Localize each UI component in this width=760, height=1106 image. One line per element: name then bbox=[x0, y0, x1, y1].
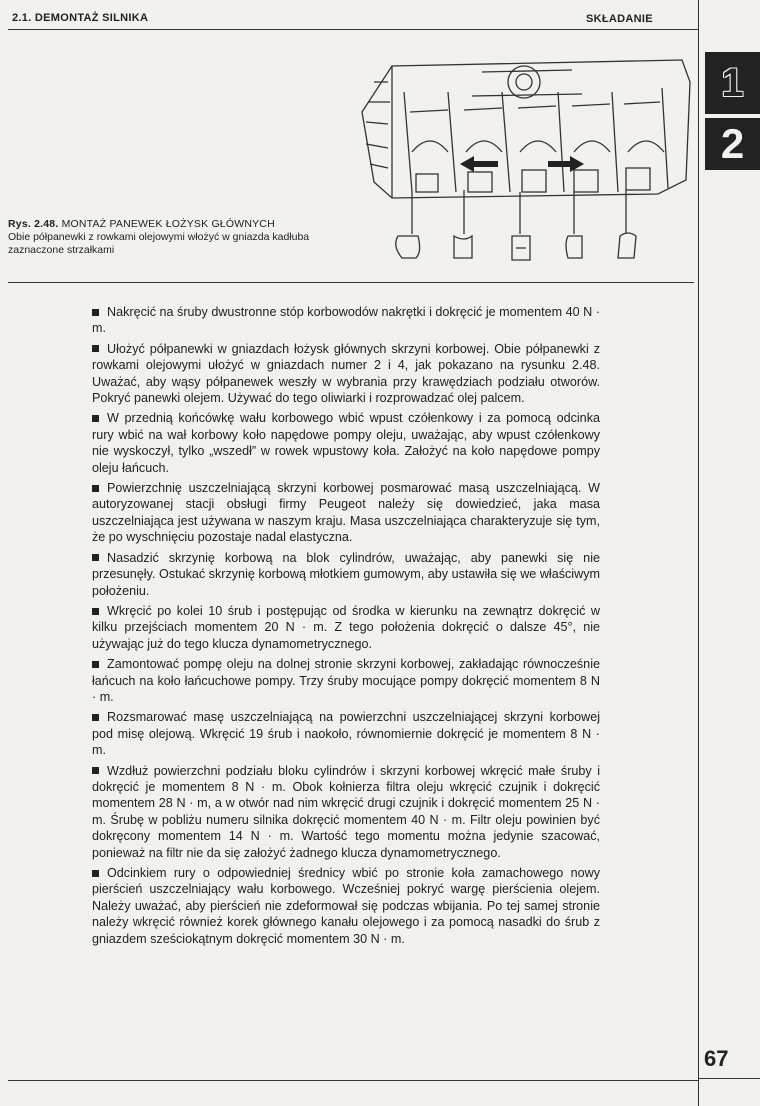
figure-caption bbox=[8, 218, 348, 257]
page-number-divider bbox=[698, 1078, 760, 1079]
paragraph bbox=[92, 480, 600, 546]
paragraph bbox=[92, 763, 600, 861]
paragraph-text: Nasadzić skrzynię korbową na blok cylindrów, uważając, aby panewki się nie przesunęły. Ostukać skrzynię korbową młotkiem gumowym, aby ustawiła się we właściwym położeniu. bbox=[92, 550, 600, 598]
bullet-icon bbox=[92, 309, 99, 316]
figure-label: Rys. 2.48. bbox=[8, 218, 59, 230]
paragraph-text: Ułożyć półpanewki w gniazdach łożysk głównych skrzyni korbowej. Obie półpanewki z rowkami olejowymi ułożyć w gniazdach numer 2 i 4, jak pokazano na rysunku 2.48. Uważać, aby wąsy półpanewek weszły w wybrania przy krawędziach podziału otworów. Pokryć panewki olejem. Używać do tego oliwiarki i rozprowadzać olej palcem. bbox=[92, 341, 600, 406]
bullet-icon bbox=[92, 870, 99, 877]
page-number: 67 bbox=[704, 1046, 729, 1071]
paragraph-text: Odcinkiem rury o odpowiedniej średnicy wbić po stronie koła zamachowego nowy pierścień uszczelniający wału korbowego. Wcześniej pokryć wargę pierścienia olejem. Należy uważać, aby pierścień nie zdeformował się podczas wbijania. Po tej samej stronie należy wkręcić również korek głównego kanału olejowego i za pomocą nasadki do śrub z gniazdem sześciokątnym dokręcić momentem 30 N · m. bbox=[92, 866, 600, 946]
chapter-tab-1-number: 1 bbox=[721, 61, 744, 105]
paragraph bbox=[92, 550, 600, 599]
header-divider bbox=[8, 29, 698, 30]
paragraph bbox=[92, 603, 600, 652]
paragraph bbox=[92, 341, 600, 407]
paragraph bbox=[92, 865, 600, 947]
paragraph-text: Nakręcić na śruby dwustronne stóp korbowodów nakrętki i dokręcić je momentem 40 N · m. bbox=[92, 305, 600, 336]
bullet-icon bbox=[92, 608, 99, 615]
chapter-tab-1 bbox=[705, 52, 760, 114]
paragraph-text: Rozsmarować masę uszczelniającą na powierzchni uszczelniającej skrzyni korbowej pod misę olejową. Wkręcić 19 śrub i naokoło, równomiernie dokręcić je momentem 8 N · m. bbox=[92, 710, 600, 758]
bullet-icon bbox=[92, 485, 99, 492]
paragraph-text: Zamontować pompę oleju na dolnej stronie skrzyni korbowej, zakładając równocześnie łańcuch na koło łańcuchowe pompy. Trzy śruby mocujące pompy dokręcić momentem 8 N · m. bbox=[92, 657, 600, 704]
footer-divider bbox=[8, 1080, 698, 1081]
bullet-icon bbox=[92, 554, 99, 561]
paragraph-text: Wkręcić po kolei 10 śrub i postępując od środka w kierunku na zewnątrz dokręcić w kilku przejściach momentem 20 N · m. Z tego położenia dokręcić o dalsze 45°, nie używając już do tego klucza dynamometrycznego. bbox=[92, 603, 600, 651]
crankcase-bearing-illustration bbox=[352, 52, 696, 274]
margin-divider bbox=[698, 0, 699, 1106]
chapter-tab-2 bbox=[705, 118, 760, 170]
paragraph-text: W przednią końcówkę wału korbowego wbić wpust czółenkowy i za pomocą odcinka rury wbić na wał korbowy koło napędowe pompy oleju, uważając, aby wpust czółenkowy nie wyskoczył, tylko „wszedł” w rowek wpustowy koła. Założyć na koło napędowe pompy oleju łańcuch. bbox=[92, 411, 600, 475]
chapter-tab-2-number: 2 bbox=[720, 120, 745, 167]
paragraph bbox=[92, 410, 600, 476]
paragraph bbox=[92, 304, 600, 337]
bullet-icon bbox=[92, 415, 99, 422]
instructions-body bbox=[92, 304, 600, 951]
section-header: 2.1. DEMONTAŻ SILNIKA bbox=[12, 12, 149, 24]
figure-description: Obie półpanewki z rowkami olejowymi włożyć w gniazda kadłuba zaznaczone strzałkami bbox=[8, 231, 310, 256]
paragraph bbox=[92, 709, 600, 758]
paragraph-text: Wzdłuż powierzchni podziału bloku cylindrów i skrzyni korbowej wkręcić małe śruby i dokręcić je momentem 8 N · m. Obok kołnierza filtra oleju wkręcić czujnik i dokręcić momentem 28 N · m, a w otwór nad nim wkręcić drugi czujnik i dokręcić momentem 25 N · m. Śrubę w pobliżu numeru silnika dokręcić momentem 40 N · m. Filtr oleju powinien być dokręcony momentem 14 N · m. Wartość tego momentu można jedynie szacować, ponieważ na filtr nie da się założyć żadnego klucza dynamometrycznego. bbox=[92, 763, 600, 860]
paragraph-text: Powierzchnię uszczelniającą skrzyni korbowej posmarować masą uszczelniającą. W autoryzowanej stacji obsługi firmy Peugeot należy się dowiedzieć, jaka masa uszczelniająca jest używana w naszym kraju. Masa uszczelniająca charakteryzuje się tym, że po wyschnięciu pozostaje nadal elastyczna. bbox=[92, 481, 600, 545]
bullet-icon bbox=[92, 345, 99, 352]
chapter-header: SKŁADANIE bbox=[586, 13, 653, 25]
figure-title-line bbox=[8, 218, 348, 231]
figure-title: MONTAŻ PANEWEK ŁOŻYSK GŁÓWNYCH bbox=[61, 218, 275, 230]
bullet-icon bbox=[92, 661, 99, 668]
bullet-icon bbox=[92, 714, 99, 721]
figure-divider bbox=[8, 282, 694, 283]
paragraph bbox=[92, 656, 600, 705]
bullet-icon bbox=[92, 767, 99, 774]
